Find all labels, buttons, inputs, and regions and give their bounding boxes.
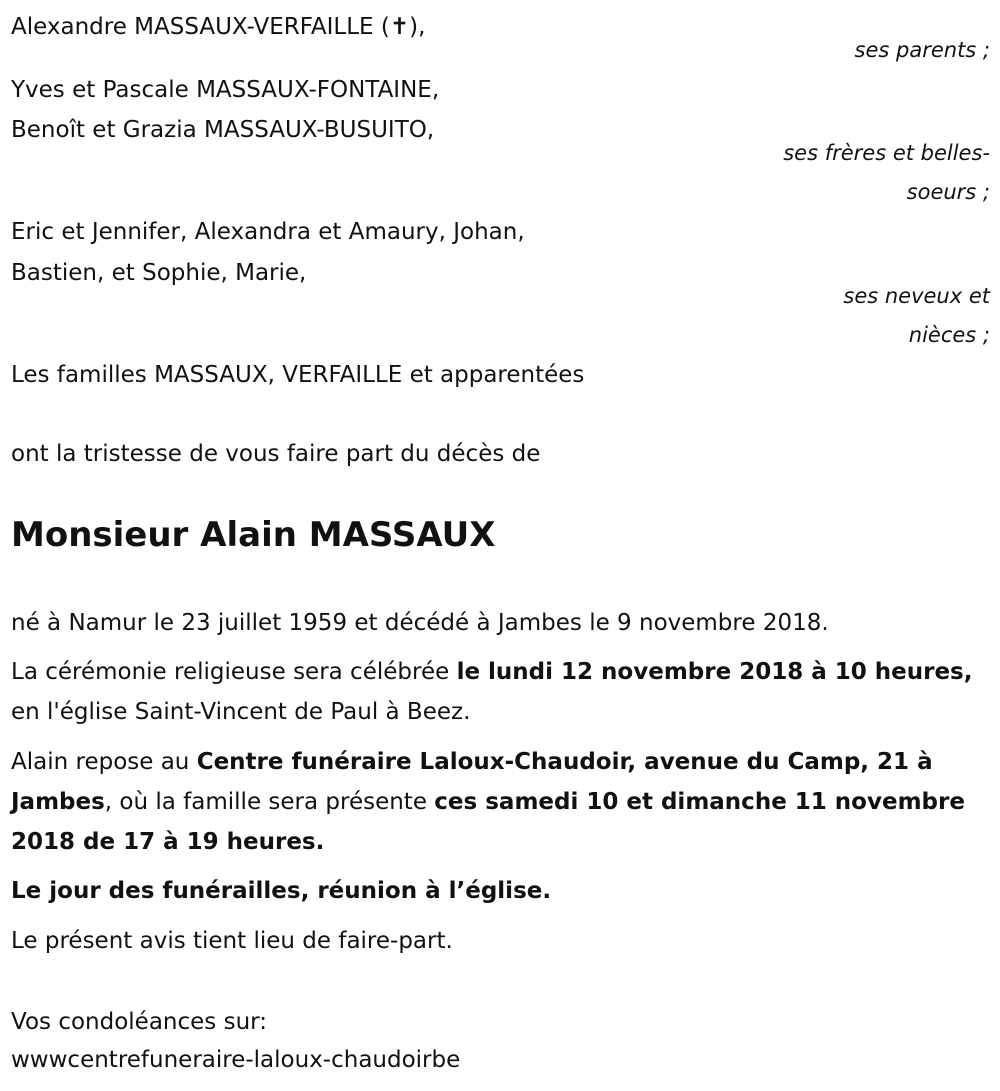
repose-dates: ces samedi 10 et dimanche 11 novembre 2018 de 17 à 19 heures.: [11, 789, 965, 855]
family-member-line: Bastien, et Sophie, Marie,: [11, 260, 307, 286]
intro-text: ont la tristesse de vous faire part du décès de: [11, 441, 541, 467]
ceremony-paragraph: [11, 652, 986, 732]
meeting-paragraph: [11, 871, 986, 911]
meeting-text: Le jour des funérailles, réunion à l’église.: [11, 878, 552, 904]
ceremony-prefix: La cérémonie religieuse sera célébrée: [11, 659, 457, 685]
repose-middle: , où la famille sera présente: [104, 789, 435, 815]
family-member-line: Yves et Pascale MASSAUX-FONTAINE,: [11, 77, 440, 103]
condolences-label: Vos condoléances sur:: [11, 1009, 267, 1035]
deceased-name: Monsieur Alain MASSAUX: [11, 515, 496, 555]
relation-label-parents: ses parents ;: [854, 38, 990, 62]
relation-label-nephews: ses neveux et: [843, 284, 990, 308]
ceremony-date: le lundi 12 novembre 2018 à 10 heures,: [456, 659, 973, 685]
relation-label-siblings-cont: soeurs ;: [906, 180, 990, 204]
family-member-line: Benoît et Grazia MASSAUX-BUSUITO,: [11, 117, 435, 143]
repose-paragraph: [11, 742, 986, 862]
relation-label-nephews-cont: nièces ;: [908, 323, 990, 347]
repose-prefix: Alain repose au: [11, 749, 197, 775]
repose-place: Centre funéraire Laloux-Chaudoir, avenue du Camp, 21 à Jambes: [11, 749, 933, 815]
birth-death-text: né à Namur le 23 juillet 1959 et décédé à Jambes le 9 novembre 2018.: [11, 610, 829, 636]
relation-label-siblings: ses frères et belles-: [783, 141, 990, 165]
family-member-line: Alexandre MASSAUX-VERFAILLE (✝),: [11, 14, 426, 40]
notice-text: Le présent avis tient lieu de faire-part.: [11, 928, 453, 954]
family-member-line: Eric et Jennifer, Alexandra et Amaury, Johan,: [11, 219, 525, 245]
condolences-website: wwwcentrefuneraire-laloux-chaudoirbe: [11, 1047, 461, 1073]
ceremony-suffix: en l'église Saint-Vincent de Paul à Beez.: [11, 699, 471, 725]
family-member-line: Les familles MASSAUX, VERFAILLE et apparentées: [11, 362, 585, 388]
